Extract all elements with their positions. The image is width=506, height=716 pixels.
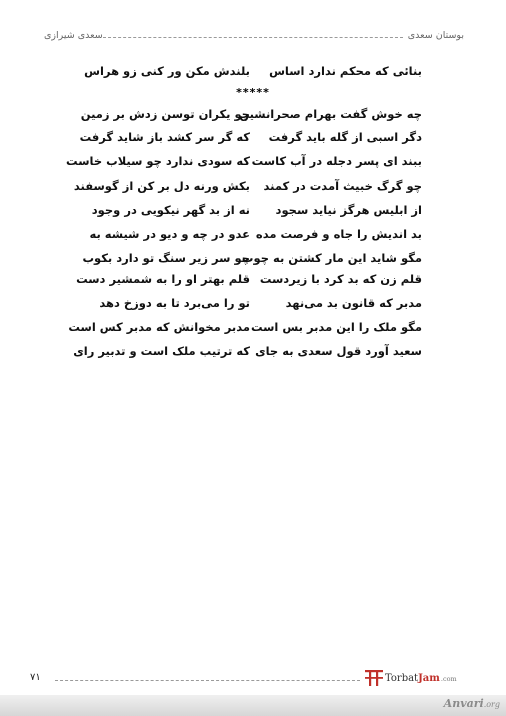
couplet-5-right: از ابلیس هرگز نیاید سجود bbox=[275, 203, 422, 217]
header-author: سعدی شیرازی bbox=[44, 30, 103, 41]
couplet-10-left: مدبر مخوانش که مدبر کس است bbox=[68, 320, 250, 334]
couplet-5-left: نه از بد گهر نیکویی در وجود bbox=[91, 203, 250, 217]
anvari-watermark bbox=[444, 697, 500, 710]
couplet-9-left: تو را می‌برد تا به دوزخ دهد bbox=[99, 296, 250, 310]
couplet-1-right: چه خوش گفت بهرام صحرانشین bbox=[239, 107, 422, 121]
logo-word-torbat: Torbat bbox=[385, 672, 419, 684]
couplet-2-right: دگر اسبی از گله باید گرفت bbox=[268, 130, 422, 144]
watermark-suffix: .org bbox=[483, 700, 500, 709]
couplet-4-right: چو گرگ خبیث آمدت در کمند bbox=[263, 179, 422, 193]
header-book-title: بوستان سعدی bbox=[407, 30, 464, 41]
opening-verse-right: بنائی که محکم ندارد اساس bbox=[269, 64, 422, 78]
watermark-name: Anvari bbox=[443, 697, 484, 710]
couplet-7-left: چو سر زیر سنگ تو دارد بکوب bbox=[82, 251, 250, 265]
header-divider bbox=[103, 37, 403, 38]
footer-divider bbox=[55, 680, 360, 681]
couplet-2-left: که گر سر کشد باز شاید گرفت bbox=[79, 130, 250, 144]
logo-word-jam: Jam bbox=[418, 672, 440, 684]
couplet-11-right: سعید آورد قول سعدی به جای bbox=[255, 344, 422, 358]
section-separator: ***** bbox=[236, 86, 270, 99]
couplet-6-right: بد اندیش را جاه و فرصت مده bbox=[255, 227, 422, 241]
watermark-strip bbox=[0, 695, 506, 716]
torbatjam-logo-icon bbox=[364, 669, 384, 687]
couplet-4-left: بکش ورنه دل بر کن از گوسفند bbox=[73, 179, 250, 193]
couplet-9-right: مدبر که قانون بد می‌نهد bbox=[285, 296, 422, 310]
couplet-11-left: که ترتیب ملک است و تدبیر رای bbox=[73, 344, 250, 358]
couplet-6-left: عدو در چه و دیو در شیشه به bbox=[89, 227, 250, 241]
torbatjam-logo bbox=[364, 669, 457, 687]
couplet-7-right: مگو شاید این مار کشتن به چوب bbox=[241, 251, 422, 265]
couplet-3-right: ببند ای پسر دجله در آب کاست bbox=[251, 154, 422, 168]
couplet-1-left: چو یکران توسن زدش بر زمین bbox=[80, 107, 250, 121]
page-number: ۷۱ bbox=[30, 672, 41, 683]
logo-domain: .com bbox=[440, 674, 457, 683]
couplet-10-right: مگو ملک را این مدبر بس است bbox=[250, 320, 422, 334]
couplet-8-right: قلم زن که بد کرد با زیردست bbox=[259, 272, 422, 286]
couplet-8-left: قلم بهتر او را به شمشیر دست bbox=[76, 272, 250, 286]
couplet-3-left: که سودی ندارد چو سیلاب خاست bbox=[66, 154, 250, 168]
opening-verse-left: بلندش مکن ور کنی زو هراس bbox=[84, 64, 250, 78]
